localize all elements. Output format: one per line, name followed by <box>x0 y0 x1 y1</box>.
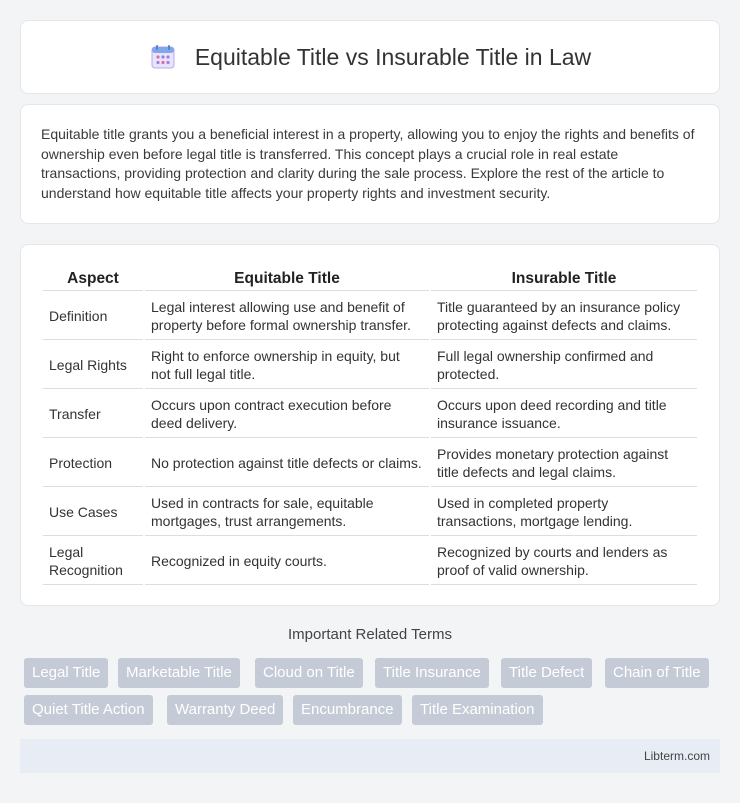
tag-cloud-on-title[interactable]: Cloud on Title <box>255 658 363 688</box>
cell-insurable: Recognized by courts and lenders as proof of valid ownership. <box>431 538 697 585</box>
table-header-row <box>43 267 697 291</box>
tag-chain-of-title[interactable]: Chain of Title <box>605 658 709 688</box>
cell-aspect: Definition <box>43 293 143 340</box>
table-row <box>43 538 697 585</box>
cell-insurable: Occurs upon deed recording and title insurance issuance. <box>431 391 697 438</box>
cell-aspect: Transfer <box>43 391 143 438</box>
header-aspect: Aspect <box>43 267 143 291</box>
table-row <box>43 489 697 536</box>
cell-insurable: Full legal ownership confirmed and protected. <box>431 342 697 389</box>
cell-insurable: Title guaranteed by an insurance policy protecting against defects and claims. <box>431 293 697 340</box>
tag-title-examination[interactable]: Title Examination <box>412 695 543 725</box>
intro-text: Equitable title grants you a beneficial interest in a property, allowing you to enjoy the rights and benefits of ownership even before legal title is transferred. This concept plays a crucial role in real estate transactions, providing protection and clarity during the sale process. Explore the rest of the article to understand how equitable title affects your property rights and investment security. <box>41 126 695 201</box>
footer-site-link[interactable]: Libterm.com <box>643 749 710 763</box>
tag-title-insurance[interactable]: Title Insurance <box>375 658 489 688</box>
cell-equitable: No protection against title defects or claims. <box>145 440 429 487</box>
cell-aspect: Legal Rights <box>43 342 143 389</box>
related-terms-title: Important Related Terms <box>288 626 452 643</box>
comparison-table <box>41 265 699 587</box>
calendar-icon <box>149 43 177 71</box>
cell-aspect: Use Cases <box>43 489 143 536</box>
tag-legal-title[interactable]: Legal Title <box>24 658 108 688</box>
table-row <box>43 293 697 340</box>
page-title: Equitable Title vs Insurable Title in Law <box>194 43 592 70</box>
intro-card <box>20 104 720 224</box>
footer <box>20 739 720 773</box>
tag-warranty-deed[interactable]: Warranty Deed <box>167 695 283 725</box>
cell-insurable: Used in completed property transactions, mortgage lending. <box>431 489 697 536</box>
cell-equitable: Recognized in equity courts. <box>145 538 429 585</box>
cell-aspect: Legal Recognition <box>43 538 143 585</box>
tag-quiet-title-action[interactable]: Quiet Title Action <box>24 695 153 725</box>
tag-title-defect[interactable]: Title Defect <box>501 658 592 688</box>
cell-equitable: Legal interest allowing use and benefit of property before formal ownership transfer. <box>145 293 429 340</box>
table-row <box>43 440 697 487</box>
cell-insurable: Provides monetary protection against title defects and legal claims. <box>431 440 697 487</box>
cell-equitable: Occurs upon contract execution before deed delivery. <box>145 391 429 438</box>
cell-equitable: Right to enforce ownership in equity, but not full legal title. <box>145 342 429 389</box>
tag-marketable-title[interactable]: Marketable Title <box>118 658 240 688</box>
table-row <box>43 391 697 438</box>
header-card <box>20 20 720 94</box>
header-insurable: Insurable Title <box>431 267 697 291</box>
cell-equitable: Used in contracts for sale, equitable mortgages, trust arrangements. <box>145 489 429 536</box>
table-row <box>43 342 697 389</box>
cell-aspect: Protection <box>43 440 143 487</box>
header-equitable: Equitable Title <box>145 267 429 291</box>
tag-encumbrance[interactable]: Encumbrance <box>293 695 402 725</box>
comparison-card <box>20 244 720 606</box>
